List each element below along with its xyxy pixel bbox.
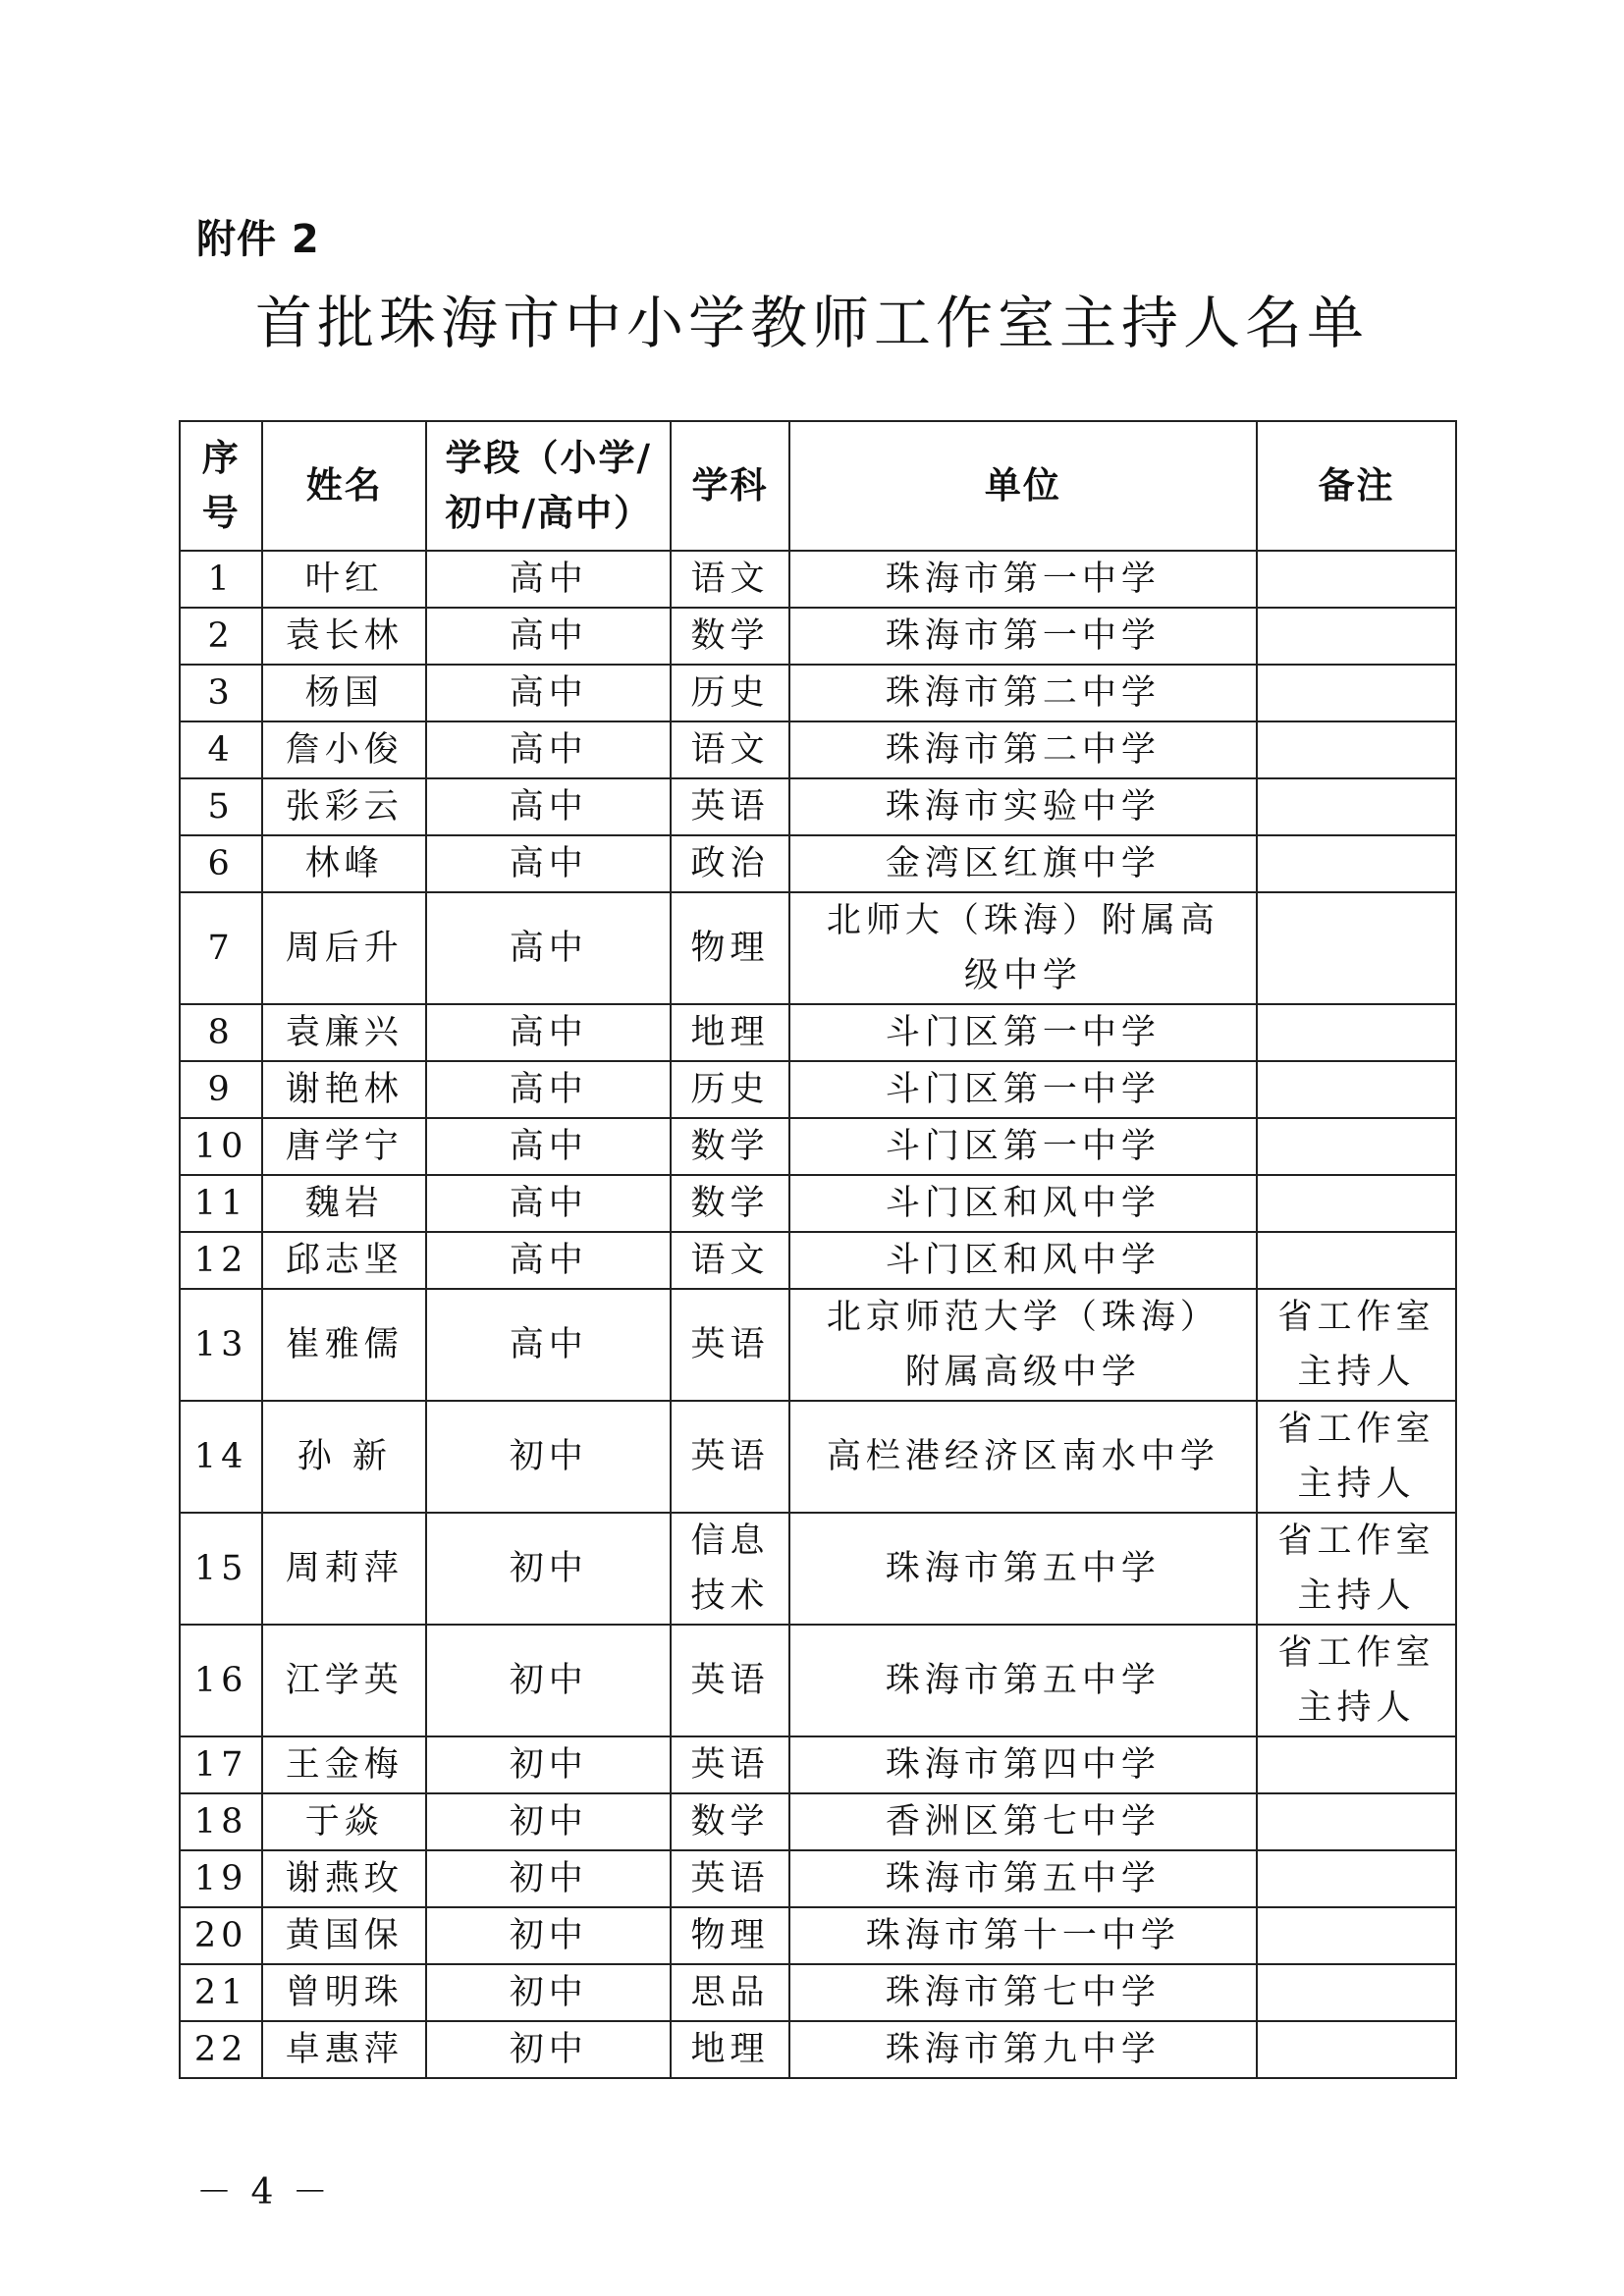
table-row <box>180 665 1456 721</box>
cell-level: 高中 <box>426 835 671 892</box>
cell-no: 22 <box>180 2021 262 2078</box>
table-row <box>180 835 1456 892</box>
cell-subject: 英语 <box>671 1289 789 1401</box>
cell-note <box>1257 1118 1456 1175</box>
cell-name: 卓惠萍 <box>262 2021 426 2078</box>
cell-name: 谢燕玫 <box>262 1850 426 1907</box>
cell-note <box>1257 1964 1456 2021</box>
cell-no: 7 <box>180 892 262 1004</box>
cell-level: 高中 <box>426 551 671 608</box>
cell-name: 曾明珠 <box>262 1964 426 2021</box>
table-row <box>180 778 1456 835</box>
cell-unit: 珠海市第九中学 <box>789 2021 1257 2078</box>
table-row <box>180 1232 1456 1289</box>
cell-no: 16 <box>180 1625 262 1736</box>
cell-level: 初中 <box>426 1513 671 1625</box>
cell-name: 袁廉兴 <box>262 1004 426 1061</box>
table-row <box>180 892 1456 1004</box>
cell-name: 江学英 <box>262 1625 426 1736</box>
cell-name: 詹小俊 <box>262 721 426 778</box>
cell-subject: 数学 <box>671 1175 789 1232</box>
cell-level: 初中 <box>426 1401 671 1513</box>
cell-subject: 语文 <box>671 551 789 608</box>
cell-note <box>1257 1232 1456 1289</box>
table-row <box>180 1850 1456 1907</box>
cell-name: 于焱 <box>262 1793 426 1850</box>
header-name: 姓名 <box>262 421 426 551</box>
table-row <box>180 1118 1456 1175</box>
cell-unit: 珠海市第一中学 <box>789 551 1257 608</box>
cell-subject: 政治 <box>671 835 789 892</box>
cell-subject: 历史 <box>671 1061 789 1118</box>
cell-no: 12 <box>180 1232 262 1289</box>
cell-level: 初中 <box>426 1793 671 1850</box>
cell-unit: 珠海市第一中学 <box>789 608 1257 665</box>
cell-no: 20 <box>180 1907 262 1964</box>
cell-note <box>1257 608 1456 665</box>
cell-level: 初中 <box>426 1625 671 1736</box>
cell-unit: 珠海市第五中学 <box>789 1513 1257 1625</box>
cell-level: 高中 <box>426 778 671 835</box>
cell-unit: 珠海市第五中学 <box>789 1850 1257 1907</box>
cell-subject: 英语 <box>671 1850 789 1907</box>
cell-subject: 地理 <box>671 1004 789 1061</box>
cell-level: 高中 <box>426 1004 671 1061</box>
cell-level: 高中 <box>426 1061 671 1118</box>
cell-unit: 北京师范大学（珠海）附属高级中学 <box>789 1289 1257 1401</box>
cell-note <box>1257 665 1456 721</box>
attachment-label: 附件 2 <box>196 217 320 262</box>
cell-unit: 珠海市第七中学 <box>789 1964 1257 2021</box>
header-unit: 单位 <box>789 421 1257 551</box>
cell-no: 5 <box>180 778 262 835</box>
cell-subject: 英语 <box>671 1625 789 1736</box>
cell-level: 初中 <box>426 2021 671 2078</box>
cell-no: 9 <box>180 1061 262 1118</box>
cell-level: 高中 <box>426 665 671 721</box>
cell-note <box>1257 721 1456 778</box>
cell-note <box>1257 778 1456 835</box>
table-row <box>180 1793 1456 1850</box>
cell-unit: 斗门区第一中学 <box>789 1118 1257 1175</box>
document-title: 首批珠海市中小学教师工作室主持人名单 <box>254 290 1369 356</box>
header-note: 备注 <box>1257 421 1456 551</box>
table-row <box>180 551 1456 608</box>
cell-note: 省工作室主持人 <box>1257 1401 1456 1513</box>
cell-level: 高中 <box>426 721 671 778</box>
cell-note: 省工作室主持人 <box>1257 1289 1456 1401</box>
cell-level: 高中 <box>426 1118 671 1175</box>
cell-subject: 英语 <box>671 778 789 835</box>
cell-name: 周莉萍 <box>262 1513 426 1625</box>
table-body <box>180 551 1456 2078</box>
cell-name: 杨国 <box>262 665 426 721</box>
cell-level: 高中 <box>426 1289 671 1401</box>
cell-level: 高中 <box>426 1175 671 1232</box>
cell-unit: 珠海市第五中学 <box>789 1625 1257 1736</box>
table-row <box>180 1175 1456 1232</box>
cell-note <box>1257 1793 1456 1850</box>
cell-unit: 珠海市第二中学 <box>789 721 1257 778</box>
cell-unit: 珠海市实验中学 <box>789 778 1257 835</box>
cell-name: 崔雅儒 <box>262 1289 426 1401</box>
cell-no: 11 <box>180 1175 262 1232</box>
cell-unit: 珠海市第二中学 <box>789 665 1257 721</box>
host-roster-table <box>179 420 1457 2079</box>
cell-unit: 斗门区和风中学 <box>789 1232 1257 1289</box>
table-header-row <box>180 421 1456 551</box>
cell-unit: 斗门区第一中学 <box>789 1061 1257 1118</box>
cell-level: 初中 <box>426 1850 671 1907</box>
table-row <box>180 608 1456 665</box>
cell-no: 4 <box>180 721 262 778</box>
cell-subject: 物理 <box>671 892 789 1004</box>
cell-subject: 物理 <box>671 1907 789 1964</box>
cell-name: 谢艳林 <box>262 1061 426 1118</box>
cell-name: 魏岩 <box>262 1175 426 1232</box>
cell-subject: 英语 <box>671 1401 789 1513</box>
cell-unit: 高栏港经济区南水中学 <box>789 1401 1257 1513</box>
cell-level: 高中 <box>426 608 671 665</box>
table-row <box>180 1907 1456 1964</box>
cell-name: 唐学宁 <box>262 1118 426 1175</box>
table-row <box>180 1625 1456 1736</box>
header-no: 序号 <box>180 421 262 551</box>
cell-no: 17 <box>180 1736 262 1793</box>
cell-subject: 信息技术 <box>671 1513 789 1625</box>
cell-level: 初中 <box>426 1964 671 2021</box>
cell-subject: 数学 <box>671 1118 789 1175</box>
table-row <box>180 2021 1456 2078</box>
cell-note <box>1257 1061 1456 1118</box>
cell-note <box>1257 892 1456 1004</box>
cell-no: 15 <box>180 1513 262 1625</box>
cell-name: 叶红 <box>262 551 426 608</box>
cell-no: 6 <box>180 835 262 892</box>
cell-subject: 数学 <box>671 1793 789 1850</box>
cell-name: 黄国保 <box>262 1907 426 1964</box>
cell-unit: 北师大（珠海）附属高级中学 <box>789 892 1257 1004</box>
cell-note <box>1257 1907 1456 1964</box>
cell-no: 21 <box>180 1964 262 2021</box>
cell-level: 高中 <box>426 1232 671 1289</box>
cell-note <box>1257 1004 1456 1061</box>
table-row <box>180 1736 1456 1793</box>
cell-subject: 英语 <box>671 1736 789 1793</box>
cell-no: 3 <box>180 665 262 721</box>
table-row <box>180 1964 1456 2021</box>
table-row <box>180 1289 1456 1401</box>
cell-subject: 地理 <box>671 2021 789 2078</box>
cell-name: 袁长林 <box>262 608 426 665</box>
cell-name: 周后升 <box>262 892 426 1004</box>
cell-unit: 斗门区第一中学 <box>789 1004 1257 1061</box>
cell-level: 初中 <box>426 1907 671 1964</box>
table-row <box>180 721 1456 778</box>
table-row <box>180 1004 1456 1061</box>
cell-note <box>1257 1736 1456 1793</box>
cell-note <box>1257 2021 1456 2078</box>
cell-level: 高中 <box>426 892 671 1004</box>
cell-note <box>1257 551 1456 608</box>
cell-subject: 语文 <box>671 1232 789 1289</box>
cell-name: 邱志坚 <box>262 1232 426 1289</box>
header-subject: 学科 <box>671 421 789 551</box>
header-level: 学段（小学/初中/高中） <box>426 421 671 551</box>
cell-unit: 珠海市第十一中学 <box>789 1907 1257 1964</box>
cell-no: 2 <box>180 608 262 665</box>
cell-unit: 斗门区和风中学 <box>789 1175 1257 1232</box>
cell-subject: 数学 <box>671 608 789 665</box>
cell-unit: 金湾区红旗中学 <box>789 835 1257 892</box>
table-row <box>180 1061 1456 1118</box>
cell-no: 19 <box>180 1850 262 1907</box>
cell-no: 14 <box>180 1401 262 1513</box>
cell-no: 13 <box>180 1289 262 1401</box>
cell-level: 初中 <box>426 1736 671 1793</box>
cell-no: 18 <box>180 1793 262 1850</box>
cell-no: 8 <box>180 1004 262 1061</box>
cell-subject: 语文 <box>671 721 789 778</box>
cell-note: 省工作室主持人 <box>1257 1625 1456 1736</box>
cell-no: 10 <box>180 1118 262 1175</box>
cell-note <box>1257 1850 1456 1907</box>
cell-subject: 历史 <box>671 665 789 721</box>
cell-unit: 珠海市第四中学 <box>789 1736 1257 1793</box>
cell-note <box>1257 1175 1456 1232</box>
table-row <box>180 1401 1456 1513</box>
cell-name: 孙 新 <box>262 1401 426 1513</box>
cell-name: 王金梅 <box>262 1736 426 1793</box>
cell-note: 省工作室主持人 <box>1257 1513 1456 1625</box>
page-number: － 4 － <box>196 2172 332 2213</box>
cell-note <box>1257 835 1456 892</box>
cell-name: 张彩云 <box>262 778 426 835</box>
table-row <box>180 1513 1456 1625</box>
cell-name: 林峰 <box>262 835 426 892</box>
cell-subject: 思品 <box>671 1964 789 2021</box>
cell-unit: 香洲区第七中学 <box>789 1793 1257 1850</box>
cell-no: 1 <box>180 551 262 608</box>
